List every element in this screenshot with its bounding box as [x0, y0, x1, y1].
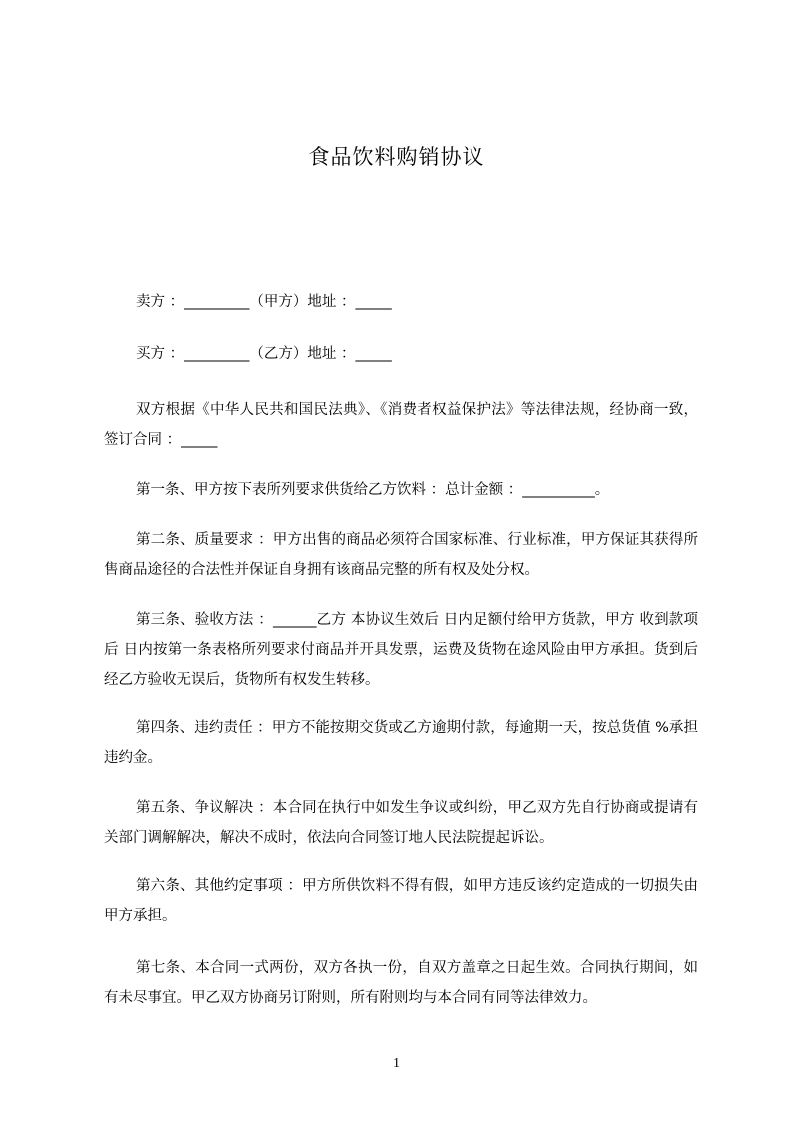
article-6-paragraph: 第六条、其他约定事项 ：甲方所供饮料不得有假，如甲方违反该约定造成的一切损失由甲方承担。	[104, 878, 698, 924]
preamble-paragraph: 双方根据《中华人民共和国民法典》、《消费者权益保护法》等法律法规，经协商一致，签订合同 ：_____	[104, 402, 698, 448]
article-7-paragraph: 第七条、本合同一式两份，双方各执一份，自双方盖章之日起生效。合同执行期间，如有未尽事宜。甲乙双方协商另订附则，所有附则均与本合同有同等法律效力。	[104, 960, 698, 1006]
article-4-paragraph: 第四条、违约责任 ：甲方不能按期交货或乙方逾期付款，每逾期一天，按总货值 %承担违约金。	[104, 720, 698, 766]
article-3-paragraph: 第三条、验收方法 ：______乙方 本协议生效后 日内足额付给甲方货款，甲方 收到款项后 日内按第一条表格所列要求付商品并开具发票，运费及货物在途风险由甲方承担。货到后经乙方验收无误后，货物所有权发生转移。	[104, 612, 698, 688]
seller-line: 卖方 ：_________（甲方）地址 ：_____	[136, 294, 392, 310]
buyer-line: 买方 ：_________（乙方）地址 ：_____	[136, 346, 392, 362]
article-2-paragraph: 第二条、质量要求 ：甲方出售的商品必须符合国家标准、行业标准，甲方保证其获得所售商品途径的合法性并保证自身拥有该商品完整的所有权及处分权。	[104, 532, 698, 578]
article-1-paragraph: 第一条、甲方按下表所列要求供货给乙方饮料 ：总计金额 ：__________。	[136, 482, 610, 498]
page-number: 1	[393, 1056, 400, 1071]
article-5-paragraph: 第五条、争议解决 ：本合同在执行中如发生争议或纠纷，甲乙双方先自行协商或提请有关部门调解解决，解决不成时，依法向合同签订地人民法院提起诉讼。	[104, 800, 698, 846]
document-title: 食品饮料购销协议	[308, 145, 485, 169]
